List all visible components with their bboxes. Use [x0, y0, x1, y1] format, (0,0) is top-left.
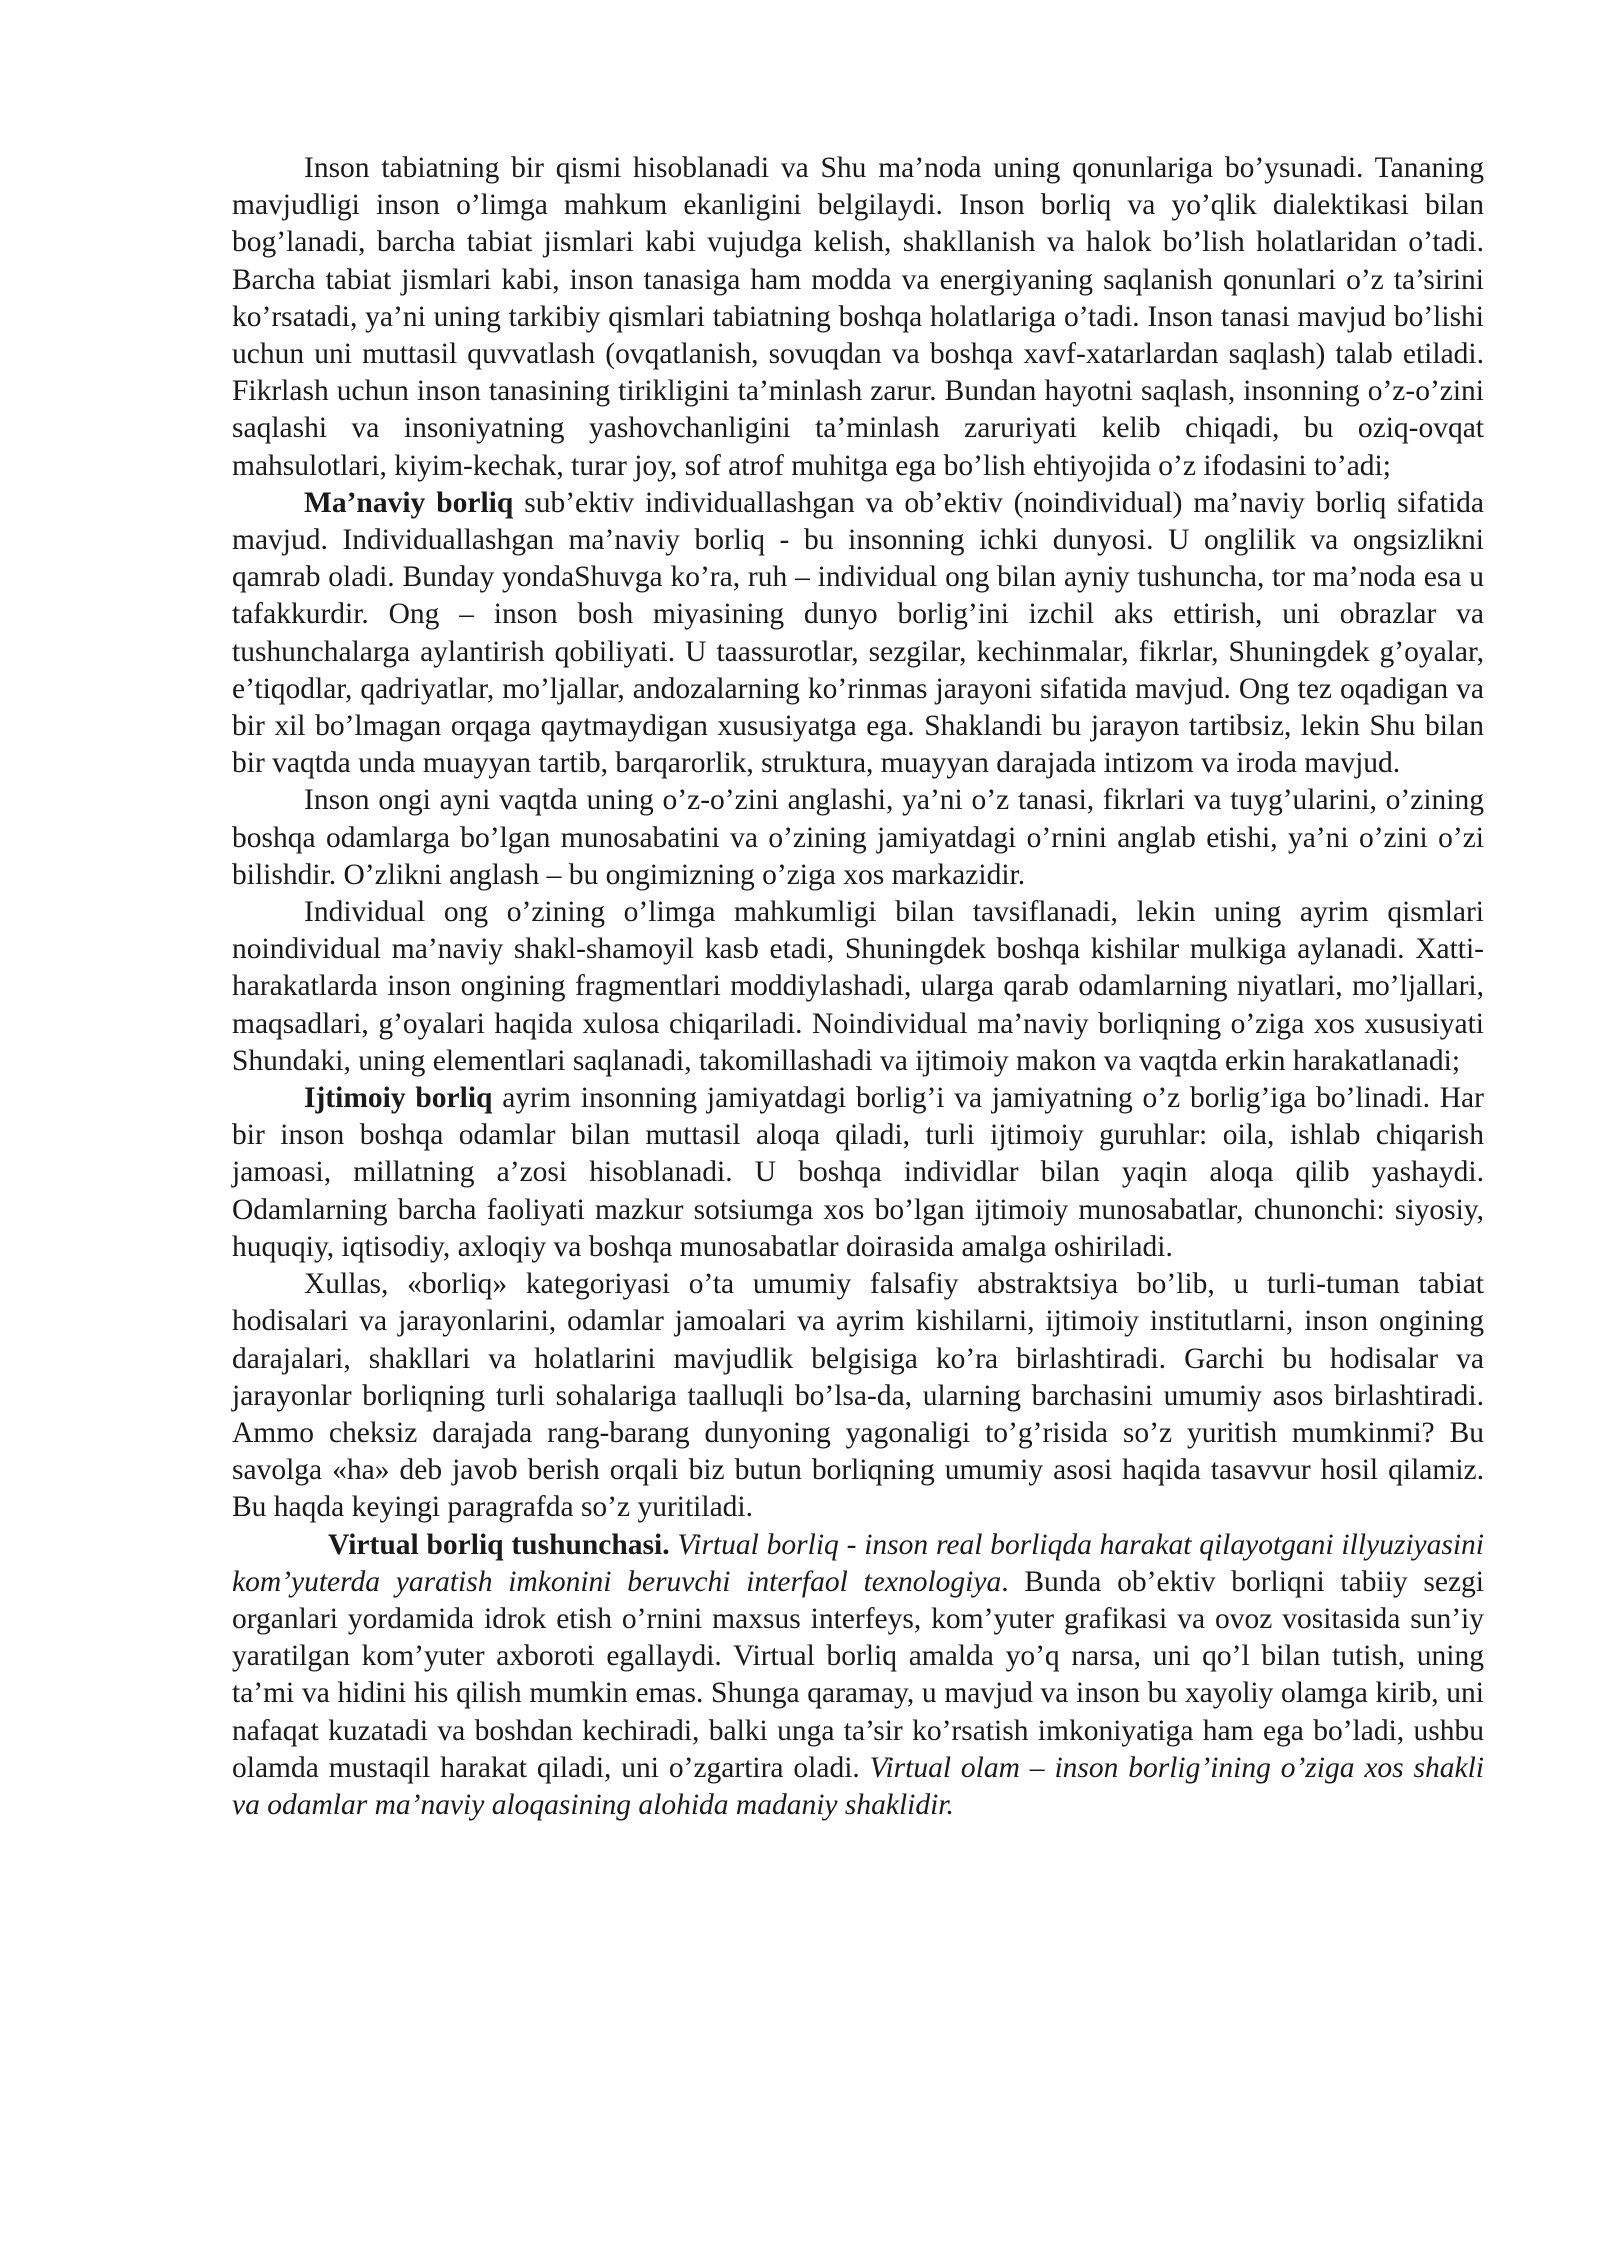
paragraph-human-nature: Inson tabiatning bir qismi hisoblanadi va Shu ma’noda uning qonunlariga bo’ysunadi. Tananing mavjudligi inson o’limga mahkum ekanligini belgilaydi. Inson borliq va yo’qlik dialektikasi bilan bog’lanadi, barcha tabiat jismlari kabi vujudga kelish, shakllanish va halok bo’lish holatlaridan o’tadi. Barcha tabiat jismlari kabi, inson tanasiga ham modda va energiyaning saqlanish qonunlari o’z ta’sirini ko’rsatadi, ya’ni uning tarkibiy qismlari tabiatning boshqa holatlariga o’tadi. Inson tanasi mavjud bo’lishi uchun uni muttasil quvvatlash (ovqatlanish, sovuqdan va boshqa xavf-xatarlardan saqlash) talab etiladi. Fikrlash uchun inson tanasining tirikligini ta’minlash zarur. Bundan hayotni saqlash, insonning o’z-o’zini saqlashi va insoniyatning yashovchanligini ta’minlash zaruriyati kelib chiqadi, bu oziq-ovqat mahsulotlari, kiyim-kechak, turar joy, sof atrof muhitga ega bo’lish ehtiyojida o’z ifodasini to’adi;: [232, 152, 1484, 482]
closing-virtual-world: Virtual olam – inson borlig’ining o’ziga xos shakli va odamlar ma’naviy aloqasining alohida madaniy shaklidir.: [232, 1751, 1485, 1821]
paragraph-virtual-reality-text: . Bunda ob’ektiv borliqni tabiiy sezgi organlari yordamida idrok etish o’rnini maxsus interfeys, kom’yuter grafikasi va ovoz vositasida sun’iy yaratilgan kom’yuter axboroti egallaydi. Virtual borliq amalda yo’q narsa, uni qo’l bilan tutish, uning ta’mi va hidini his qilish mumkin emas. Shunga qaramay, u mavjud va inson bu xayoliy olamga kirib, uni nafaqat kuzatadi va boshdan kechiradi, balki unga ta’sir ko’rsatish imkoniyatiga ham ega bo’ladi, ushbu olamda mustaqil harakat qiladi, uni o’zgartira oladi.: [232, 1565, 1484, 1784]
paragraph-virtual-reality: [232, 1527, 1484, 1825]
paragraph-self-awareness: Inson ongi ayni vaqtda uning o’z-o’zini anglashi, ya’ni o’z tanasi, fikrlari va tuyg’ularini, o’zining boshqa odamlarga bo’lgan munosabatini va o’zining jamiyatdagi o’rnini anglab etishi, ya’ni o’zini o’zi bilishdir. O’zlikni anglash – bu ongimizning o’ziga xos markazidir.: [232, 784, 1484, 891]
term-spiritual-being: Ma’naviy borliq: [304, 486, 514, 519]
paragraph-spiritual-being-text: sub’ektiv individuallashgan va ob’ektiv (noindividual) ma’naviy borliq sifatida mavjud. Individuallashgan ma’naviy borliq - bu insonning ichki dunyosi. U onglilik va ongsizlikni qamrab oladi. Bunday yondaShuvga ko’ra, ruh – individual ong bilan ayniy tushuncha, tor ma’noda esa u tafakkurdir. Ong – inson bosh miyasining dunyo borlig’ini izchil aks ettirish, uni obrazlar va tushunchalarga aylantirish qobiliyati. U taassurotlar, sezgilar, kechinmalar, fikrlar, Shuningdek g’oyalar, e’tiqodlar, qadriyatlar, mo’ljallar, andozalarning ko’rinmas jarayoni sifatida mavjud. Ong tez oqadigan va bir xil bo’lmagan orqaga qaytmaydigan xususiyatga ega. Shaklandi bu jarayon tartibsiz, lekin Shu bilan bir vaqtda unda muayyan tartib, barqarorlik, struktura, muayyan darajada intizom va iroda mavjud.: [232, 486, 1484, 780]
term-social-being: Ijtimoiy borliq: [304, 1082, 493, 1115]
paragraph-social-being: [232, 1080, 1484, 1266]
paragraph-conclusion: Xullas, «borliq» kategoriyasi o’ta umumiy falsafiy abstraktsiya bo’lib, u turli-tuman tabiat hodisalari va jarayonlarini, odamlar jamoalari va ayrim kishilarni, ijtimoiy institutlarni, inson ongining darajalari, shakllari va holatlarini mavjudlik belgisiga ko’ra birlashtiradi. Garchi bu hodisalar va jarayonlar borliqning turli sohalariga taalluqli bo’lsa-da, ularning barchasini umumiy asos birlashtiradi. Ammo cheksiz darajada rang-barang dunyoning yagonaligi to’g’risida so’z yuritish mumkinmi? Bu savolga «ha» deb javob berish orqali biz butun borliqning umumiy asosi haqida tasavvur hosil qilamiz. Bu haqda keyingi paragrafda so’z yuritiladi.: [232, 1268, 1484, 1524]
paragraph-social-being-text: ayrim insonning jamiyatdagi borlig’i va jamiyatning o’z borlig’iga bo’linadi. Har bir inson boshqa odamlar bilan muttasil aloqa qiladi, turli ijtimoiy guruhlar: oila, ishlab chiqarish jamoasi, millatning a’zosi hisoblanadi. U boshqa individlar bilan yaqin aloqa qilib yashaydi. Odamlarning barcha faoliyati mazkur sotsiumga xos bo’lgan ijtimoiy munosabatlar, chunonchi: siyosiy, huquqiy, iqtisodiy, axloqiy va boshqa munosabatlar doirasida amalga oshiriladi.: [232, 1082, 1484, 1263]
paragraph-spiritual-being: [232, 485, 1484, 783]
document-page: [232, 150, 1484, 1824]
definition-virtual-reality: Virtual borliq - inson real borliqda harakat qilayotgani illyuziyasini kom’yuterda yaratish imkonini beruvchi interfaol texnologiya: [232, 1528, 1484, 1598]
heading-virtual-reality: Virtual borliq tushunchasi.: [328, 1528, 670, 1561]
paragraph-individual-consciousness: Individual ong o’zining o’limga mahkumligi bilan tavsiflanadi, lekin uning ayrim qismlari noindividual ma’naviy shakl-shamoyil kasb etadi, Shuningdek boshqa kishilar mulkiga aylanadi. Xatti-harakatlarda inson ongining fragmentlari moddiylashadi, ularga qarab odamlarning niyatlari, mo’ljallari, maqsadlari, g’oyalari haqida xulosa chiqariladi. Noindividual ma’naviy borliqning o’ziga xos xususiyati Shundaki, uning elementlari saqlanadi, takomillashadi va ijtimoiy makon va vaqtda erkin harakatlanadi;: [232, 896, 1484, 1077]
